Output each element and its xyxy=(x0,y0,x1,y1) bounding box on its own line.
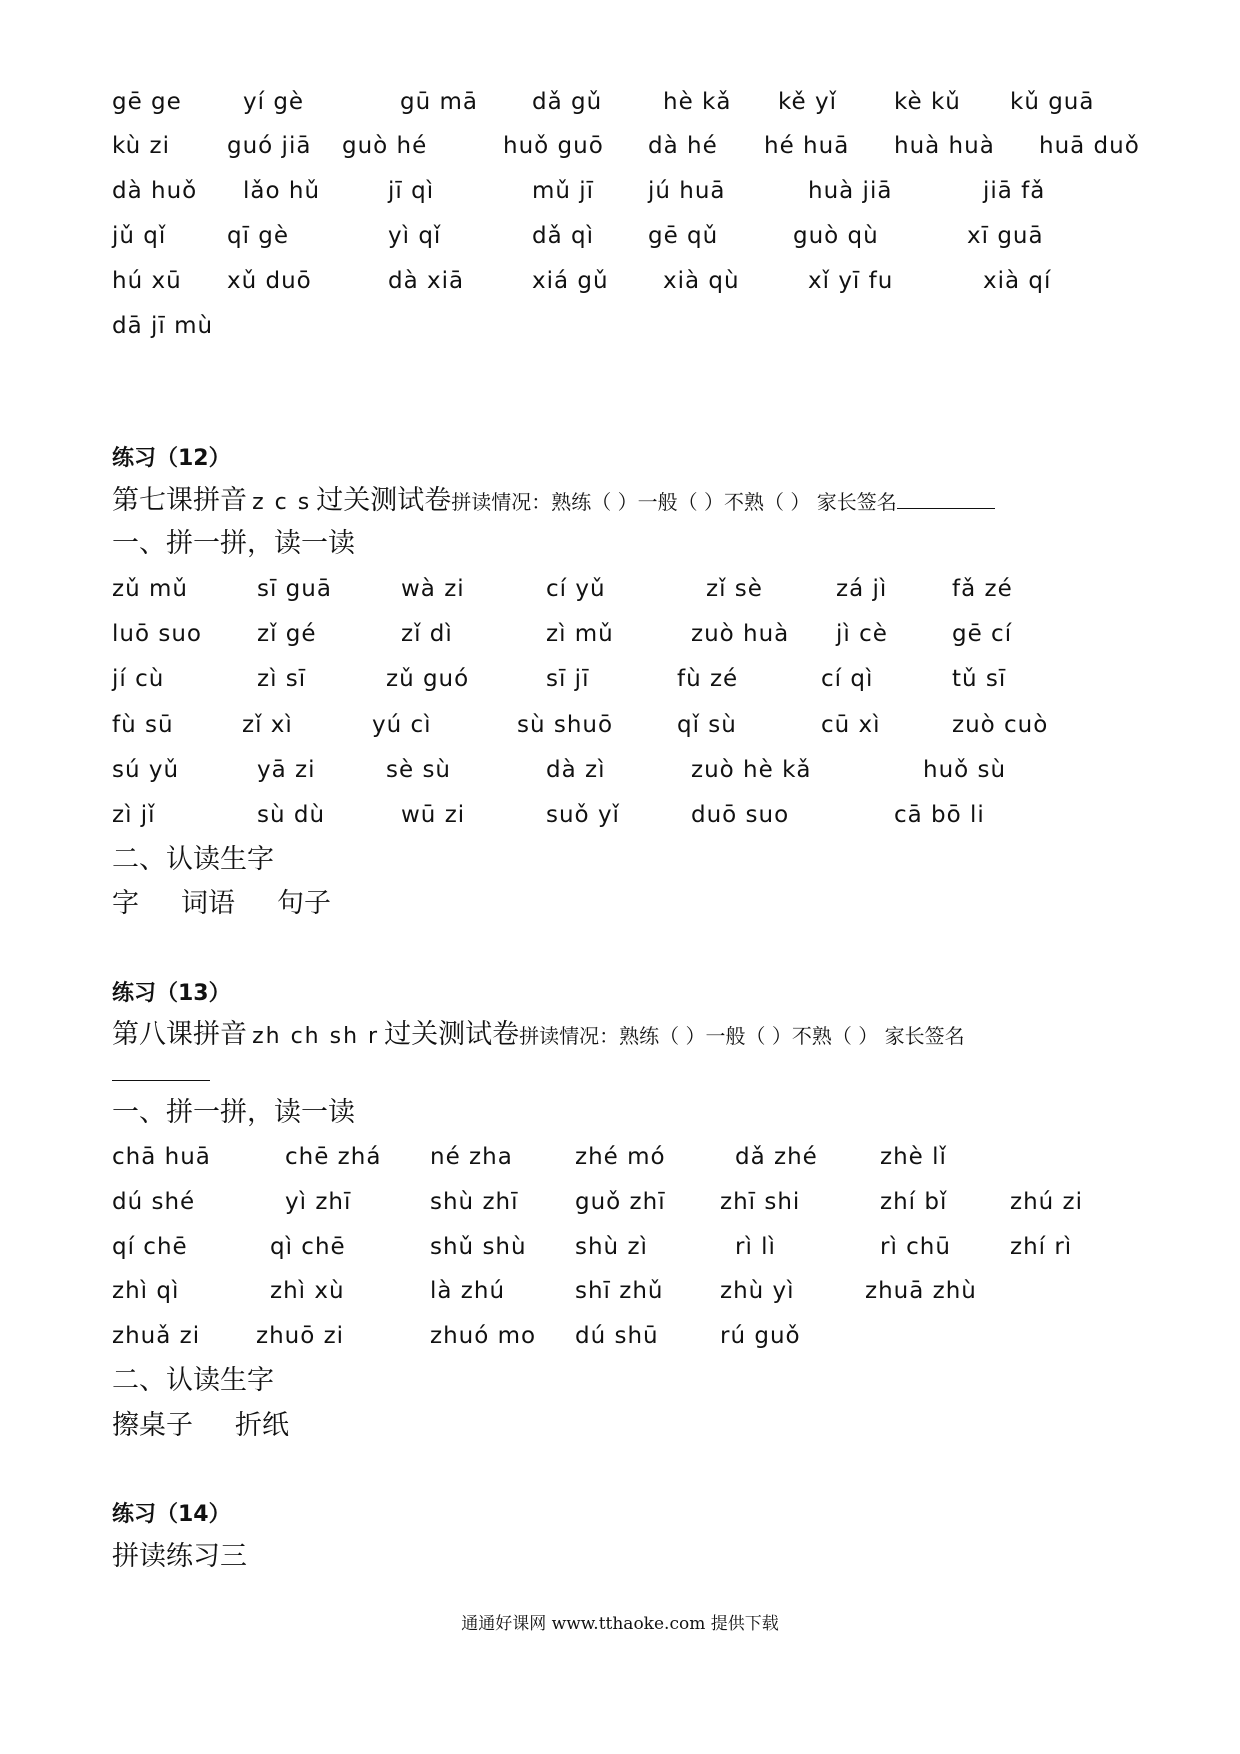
pinyin-word: kě yǐ xyxy=(778,89,837,115)
pinyin-word: yú cì xyxy=(372,712,432,738)
pinyin-word: zhuó mo xyxy=(430,1323,537,1349)
pinyin-word: zhì qì xyxy=(112,1278,180,1304)
footer-source: 通通好课网 www.tthaoke.com 提供下载 xyxy=(461,1614,779,1634)
pinyin-word: sù shuō xyxy=(517,712,614,738)
character-item: 折纸 xyxy=(235,1410,289,1441)
pinyin-word: rì lì xyxy=(735,1234,776,1260)
pinyin-word: dā jī mù xyxy=(112,313,214,339)
pinyin-word: hé huā xyxy=(764,133,850,159)
section-heading: 拼读练习三 xyxy=(112,1541,247,1572)
pinyin-word: dà hé xyxy=(648,133,718,159)
pinyin-word: wū zi xyxy=(401,802,466,828)
pinyin-word: zhuō zi xyxy=(256,1323,345,1349)
pinyin-word: zuò hè kǎ xyxy=(691,757,812,783)
pinyin-row xyxy=(0,126,1240,166)
pinyin-word: zì sī xyxy=(257,666,307,692)
pinyin-word: kè kǔ xyxy=(894,89,961,115)
pinyin-row xyxy=(0,261,1240,301)
section-heading: 一、拼一拼，读一读 xyxy=(112,1097,355,1128)
pinyin-word: xī guā xyxy=(967,223,1044,249)
pinyin-word: dà huǒ xyxy=(112,178,198,204)
pinyin-word: rú guǒ xyxy=(720,1323,801,1349)
pinyin-word: là zhú xyxy=(430,1278,506,1304)
pinyin-word: dà zì xyxy=(546,757,606,783)
lesson-letters: zh ch sh r xyxy=(252,1024,380,1049)
pinyin-word: chē zhá xyxy=(285,1144,382,1170)
pinyin-word: jí cù xyxy=(112,666,165,692)
exercise-label: 练习（13） xyxy=(112,981,231,1006)
pinyin-word: guò hé xyxy=(342,133,428,159)
pinyin-row xyxy=(0,171,1240,211)
parent-signature-line xyxy=(112,1080,210,1081)
exercise-label: 练习（14） xyxy=(112,1502,231,1527)
pinyin-word: duō suo xyxy=(691,802,790,828)
pinyin-word: sī jī xyxy=(546,666,590,692)
pinyin-word: qì chē xyxy=(270,1234,346,1260)
section-heading: 二、认读生字 xyxy=(112,1365,274,1396)
pinyin-word: cā bō li xyxy=(894,802,985,828)
character-item: 句子 xyxy=(277,888,331,919)
pinyin-word: kù zi xyxy=(112,133,170,159)
pinyin-word: zǐ sè xyxy=(706,576,763,602)
pinyin-word: gē ge xyxy=(112,89,182,115)
reading-status: 拼读情况：熟练（ ）一般（ ）不熟（ ） 家长签名 xyxy=(519,1024,965,1048)
reading-status: 拼读情况：熟练（ ）一般（ ）不熟（ ） 家长签名 xyxy=(451,490,897,514)
pinyin-word: jiā fǎ xyxy=(983,178,1046,204)
lesson-letters: z c s xyxy=(252,490,312,515)
pinyin-row xyxy=(0,795,1240,835)
pinyin-word: shǔ shù xyxy=(430,1234,527,1260)
pinyin-word: sī guā xyxy=(257,576,332,602)
pinyin-word: cū xì xyxy=(821,712,881,738)
pinyin-word: zhè lǐ xyxy=(880,1144,947,1170)
pinyin-word: guó jiā xyxy=(227,133,312,159)
pinyin-row xyxy=(0,1137,1240,1177)
pinyin-word: sè sù xyxy=(386,757,452,783)
pinyin-word: huà jiā xyxy=(808,178,893,204)
pinyin-word: huà huà xyxy=(894,133,995,159)
pinyin-word: wà zi xyxy=(401,576,465,602)
pinyin-word: zǔ guó xyxy=(386,666,470,692)
character-item: 词语 xyxy=(181,888,235,919)
pinyin-word: huǒ sù xyxy=(923,757,1007,783)
pinyin-word: zǔ mǔ xyxy=(112,576,188,602)
pinyin-row xyxy=(0,705,1240,745)
pinyin-word: qī gè xyxy=(227,223,290,249)
pinyin-word: suǒ yǐ xyxy=(546,802,620,828)
parent-signature-line xyxy=(897,486,995,509)
pinyin-word: sú yǔ xyxy=(112,757,180,783)
pinyin-word: zhé mó xyxy=(575,1144,666,1170)
pinyin-word: gū mā xyxy=(400,89,478,115)
pinyin-word: jǔ qǐ xyxy=(112,223,167,249)
pinyin-word: dǎ gǔ xyxy=(532,89,603,115)
pinyin-word: zhù yì xyxy=(720,1278,795,1304)
lesson-title-end: 过关测试卷 xyxy=(316,485,452,516)
pinyin-word: shī zhǔ xyxy=(575,1278,664,1304)
pinyin-word: dú shé xyxy=(112,1189,196,1215)
pinyin-word: gē cí xyxy=(952,621,1013,647)
pinyin-row xyxy=(0,216,1240,256)
pinyin-word: zhú zi xyxy=(1010,1189,1084,1215)
pinyin-word: xià qí xyxy=(983,268,1052,294)
pinyin-row xyxy=(0,306,1240,346)
pinyin-row xyxy=(0,82,1240,122)
pinyin-word: gē qǔ xyxy=(648,223,719,249)
pinyin-word: jì cè xyxy=(836,621,888,647)
pinyin-word: yì qǐ xyxy=(388,223,442,249)
pinyin-word: xiá gǔ xyxy=(532,268,609,294)
pinyin-word: zhuǎ zi xyxy=(112,1323,201,1349)
pinyin-word: zhī shi xyxy=(720,1189,801,1215)
lesson-title: 第八课拼音 xyxy=(112,1019,247,1050)
pinyin-word: rì chū xyxy=(880,1234,951,1260)
pinyin-word: lǎo hǔ xyxy=(243,178,321,204)
pinyin-word: xià qù xyxy=(663,268,740,294)
pinyin-word: zì jǐ xyxy=(112,802,156,828)
pinyin-word: zhì xù xyxy=(270,1278,345,1304)
pinyin-word: mǔ jī xyxy=(532,178,595,204)
pinyin-word: xǐ yī fu xyxy=(808,268,894,294)
pinyin-word: zuò huà xyxy=(691,621,790,647)
pinyin-word: luō suo xyxy=(112,621,202,647)
pinyin-word: né zha xyxy=(430,1144,513,1170)
pinyin-word: zhí rì xyxy=(1010,1234,1073,1260)
pinyin-word: zǐ gé xyxy=(257,621,317,647)
pinyin-word: zì mǔ xyxy=(546,621,614,647)
pinyin-row xyxy=(0,750,1240,790)
pinyin-word: zá jì xyxy=(836,576,888,602)
character-list xyxy=(112,884,373,924)
pinyin-word: guǒ zhī xyxy=(575,1189,666,1215)
pinyin-word: fǎ zé xyxy=(952,576,1013,602)
section-heading: 一、拼一拼，读一读 xyxy=(112,528,355,559)
character-item: 字 xyxy=(112,888,139,919)
pinyin-word: jú huā xyxy=(648,178,726,204)
exercise-label: 练习（12） xyxy=(112,446,231,471)
pinyin-word: zuò cuò xyxy=(952,712,1049,738)
pinyin-word: yì zhī xyxy=(285,1189,352,1215)
character-list xyxy=(112,1406,331,1446)
pinyin-word: tǔ sī xyxy=(952,666,1007,692)
pinyin-word: dú shū xyxy=(575,1323,659,1349)
pinyin-row xyxy=(0,614,1240,654)
pinyin-row xyxy=(0,1227,1240,1267)
pinyin-row xyxy=(0,1271,1240,1311)
pinyin-word: yā zi xyxy=(257,757,316,783)
test-title xyxy=(112,481,995,524)
pinyin-word: hè kǎ xyxy=(663,89,732,115)
pinyin-word: huā duǒ xyxy=(1039,133,1140,159)
pinyin-word: sù dù xyxy=(257,802,326,828)
pinyin-word: jī qì xyxy=(388,178,435,204)
pinyin-word: xǔ duō xyxy=(227,268,312,294)
pinyin-word: kǔ guā xyxy=(1010,89,1095,115)
character-item: 擦桌子 xyxy=(112,1410,193,1441)
pinyin-word: shù zhī xyxy=(430,1189,519,1215)
pinyin-word: fù zé xyxy=(677,666,739,692)
lesson-title: 第七课拼音 xyxy=(112,485,247,516)
pinyin-row xyxy=(0,569,1240,609)
pinyin-word: guò qù xyxy=(793,223,879,249)
pinyin-row xyxy=(0,1182,1240,1222)
section-heading: 二、认读生字 xyxy=(112,844,274,875)
pinyin-word: yí gè xyxy=(243,89,305,115)
pinyin-word: zǐ xì xyxy=(242,712,293,738)
pinyin-word: dǎ qì xyxy=(532,223,594,249)
pinyin-word: qí chē xyxy=(112,1234,188,1260)
test-title xyxy=(112,1015,965,1058)
pinyin-word: shù zì xyxy=(575,1234,648,1260)
pinyin-word: zhí bǐ xyxy=(880,1189,948,1215)
pinyin-word: cí qì xyxy=(821,666,874,692)
lesson-title-end: 过关测试卷 xyxy=(384,1019,520,1050)
pinyin-row xyxy=(0,1316,1240,1356)
pinyin-word: dà xiā xyxy=(388,268,465,294)
pinyin-word: zhuā zhù xyxy=(865,1278,977,1304)
pinyin-row xyxy=(0,659,1240,699)
pinyin-word: hú xū xyxy=(112,268,182,294)
pinyin-word: fù sū xyxy=(112,712,174,738)
pinyin-word: cí yǔ xyxy=(546,576,606,602)
pinyin-word: huǒ guō xyxy=(503,133,604,159)
pinyin-word: zǐ dì xyxy=(401,621,453,647)
pinyin-word: dǎ zhé xyxy=(735,1144,818,1170)
pinyin-word: chā huā xyxy=(112,1144,211,1170)
pinyin-word: qǐ sù xyxy=(677,712,737,738)
